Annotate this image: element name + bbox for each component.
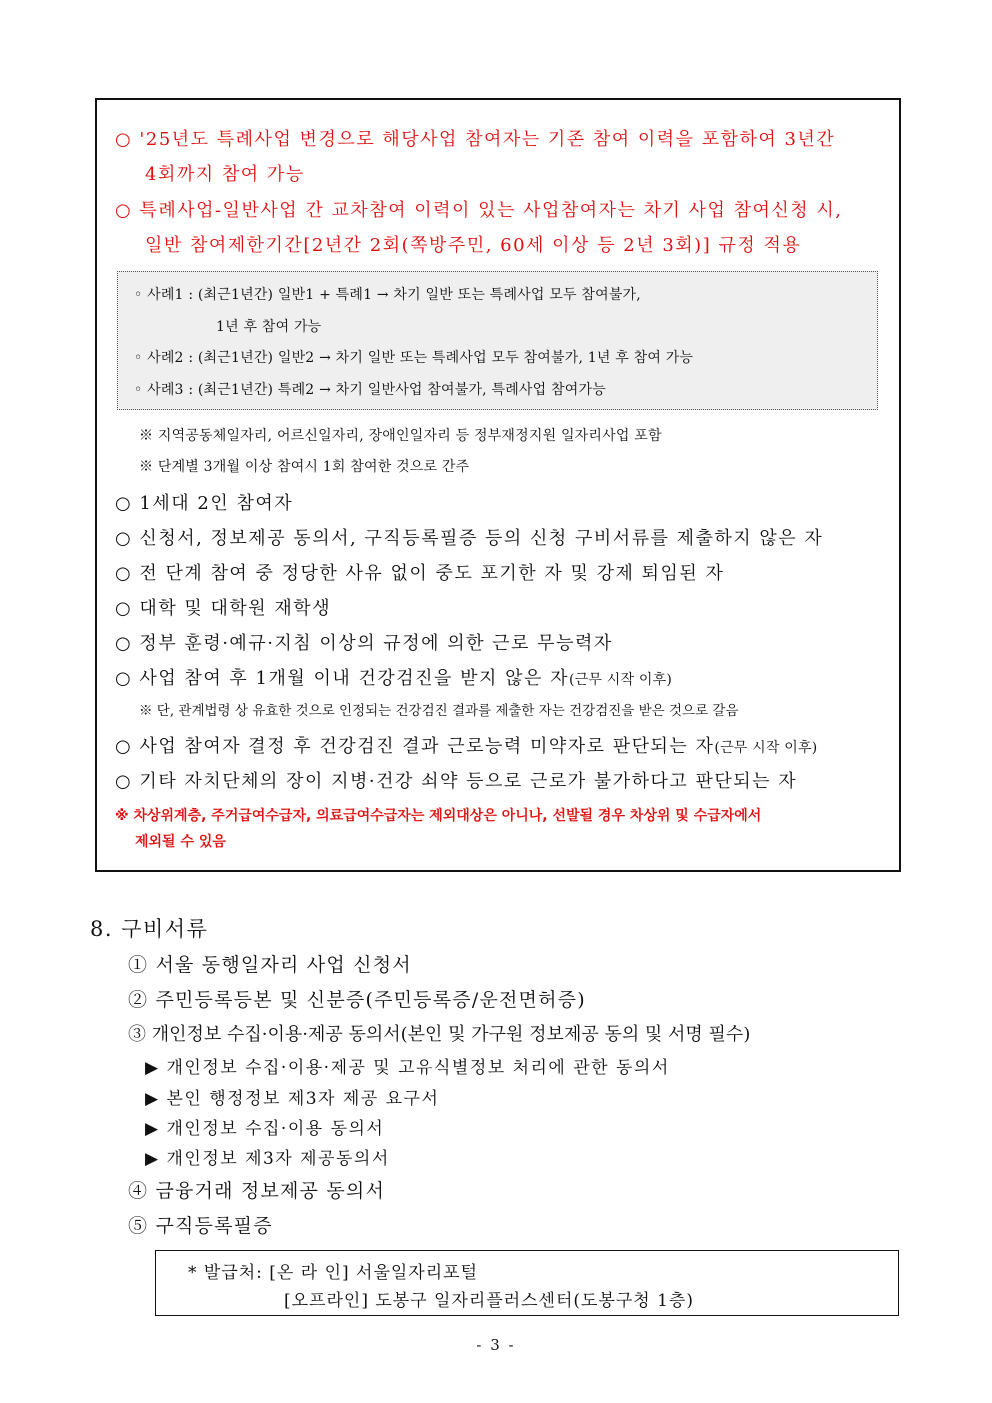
- doc-item-2: ② 주민등록등본 및 신분증(주민등록증/운전면허증): [128, 989, 586, 1011]
- issuer-offline: [오프라인] 도봉구 일자리플러스센터(도봉구청 1층): [284, 1291, 694, 1311]
- exclusion-health-2: [115, 732, 817, 758]
- exclusion-health-2-main: ○ 사업 참여자 결정 후 건강검진 결과 근로능력 미약자로 판단되는 자: [115, 736, 715, 757]
- exclusion-health-1-qualifier: (근무 시작 이후): [569, 672, 672, 688]
- rule-item-1: ○ '25년도 특례사업 변경으로 해당사업 참여자는 기존 참여 이력을 포함하여 3년간: [115, 129, 836, 150]
- subdoc-2: ▶ 본인 행정정보 제3자 제공 요구서: [145, 1089, 440, 1109]
- exclusion-5: ○ 정부 훈령·예규·지침 이상의 규정에 의한 근로 무능력자: [115, 633, 613, 654]
- exclusion-other: ○ 기타 자치단체의 장이 지병·건강 쇠약 등으로 근로가 불가하다고 판단되는 자: [115, 771, 798, 792]
- issuer-box: [155, 1250, 899, 1316]
- case-examples-box: [117, 271, 878, 410]
- note-2: ※ 단계별 3개월 이상 참여시 1회 참여한 것으로 간주: [139, 459, 470, 475]
- eligibility-box: [95, 98, 901, 872]
- warning-line-1: ※ 차상위계층, 주거급여수급자, 의료급여수급자는 제외대상은 아니나, 선발될 경우 차상위 및 수급자에서: [115, 808, 762, 824]
- case-3: ◦ 사례3 : (최근1년간) 특례2 → 차기 일반사업 참여불가, 특례사업 참여가능: [134, 382, 606, 398]
- page-number: - 3 -: [476, 1336, 516, 1354]
- note-1: ※ 지역공동체일자리, 어르신일자리, 장애인일자리 등 정부재정지원 일자리사업 포함: [139, 428, 662, 444]
- subdoc-3: ▶ 개인정보 수집·이용 동의서: [145, 1119, 385, 1139]
- subdoc-1: ▶ 개인정보 수집·이용·제공 및 고유식별정보 처리에 관한 동의서: [145, 1058, 670, 1078]
- rule-item-2: ○ 특례사업-일반사업 간 교차참여 이력이 있는 사업참여자는 차기 사업 참여신청 시,: [115, 200, 843, 221]
- section-title: 8. 구비서류: [90, 917, 209, 941]
- exclusion-health-2-qualifier: (근무 시작 이후): [714, 740, 818, 756]
- exclusion-health-1-main: ○ 사업 참여 후 1개월 이내 건강검진을 받지 않은 자: [115, 668, 570, 689]
- warning-line-2: 제외될 수 있음: [135, 834, 226, 850]
- rule-item-2-cont: 일반 참여제한기간[2년간 2회(쪽방주민, 60세 이상 등 2년 3회)] 규정 적용: [145, 235, 802, 256]
- case-1-cont: 1년 후 참여 가능: [216, 319, 322, 335]
- exclusion-3: ○ 전 단계 참여 중 정당한 사유 없이 중도 포기한 자 및 강제 퇴임된 자: [115, 563, 725, 584]
- issuer-online: * 발급처: [온 라 인] 서울일자리포털: [188, 1263, 478, 1283]
- exclusion-2: ○ 신청서, 정보제공 동의서, 구직등록필증 등의 신청 구비서류를 제출하지 않은 자: [115, 528, 824, 549]
- case-1: ◦ 사례1 : (최근1년간) 일반1 + 특례1 → 차기 일반 또는 특례사업 모두 참여불가,: [134, 287, 641, 303]
- health-note: ※ 단, 관계법령 상 유효한 것으로 인정되는 건강검진 결과를 제출한 자는 건강검진을 받은 것으로 갈음: [139, 703, 739, 719]
- rule-item-1-cont: 4회까지 참여 가능: [145, 164, 305, 185]
- exclusion-health-1: [115, 664, 672, 690]
- case-2: ◦ 사례2 : (최근1년간) 일반2 → 차기 일반 또는 특례사업 모두 참여불가, 1년 후 참여 가능: [134, 350, 694, 366]
- subdoc-4: ▶ 개인정보 제3자 제공동의서: [145, 1149, 390, 1169]
- doc-item-1: ① 서울 동행일자리 사업 신청서: [128, 954, 412, 976]
- doc-item-4: ④ 금융거래 정보제공 동의서: [128, 1180, 386, 1202]
- doc-item-5: ⑤ 구직등록필증: [128, 1215, 273, 1237]
- doc-item-3: ③ 개인정보 수집·이용·제공 동의서(본인 및 가구원 정보제공 동의 및 서명 필수): [128, 1024, 751, 1045]
- exclusion-4: ○ 대학 및 대학원 재학생: [115, 598, 332, 619]
- exclusion-1: ○ 1세대 2인 참여자: [115, 493, 294, 514]
